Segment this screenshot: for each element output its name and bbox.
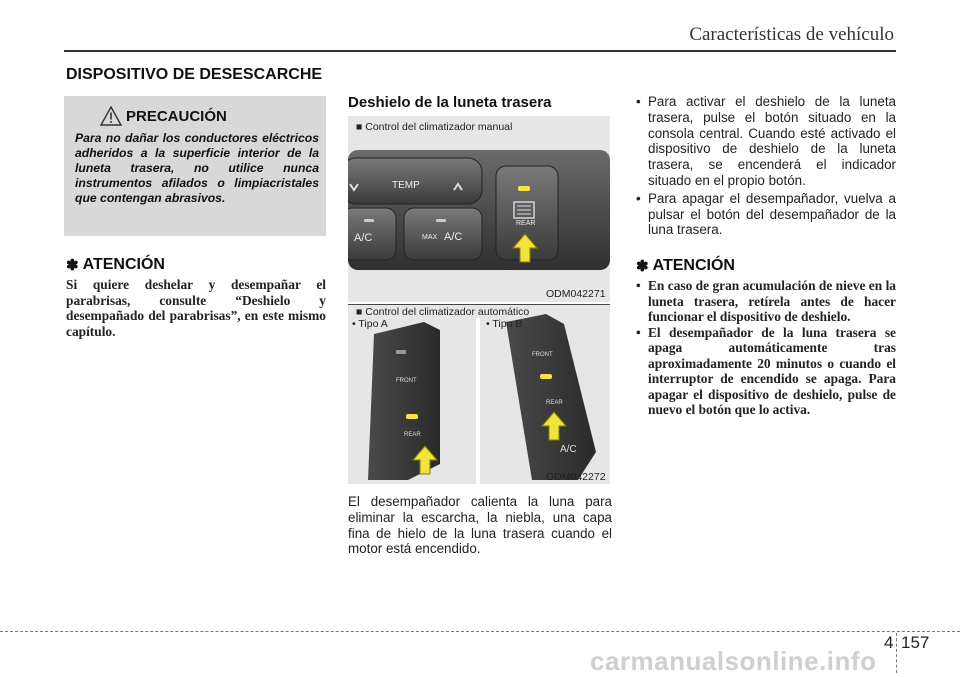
- max-ac-label: A/C: [444, 231, 463, 243]
- warning-triangle-icon: [100, 106, 122, 126]
- caution-box: [64, 96, 326, 236]
- atencion-heading-1: [66, 256, 165, 274]
- atencion-bullets: [636, 278, 896, 418]
- atencion-text-1: Si quiere deshelar y desempañar el parabrisas, consulte “Deshielo y desempañado del parabrisas”, en este mismo capítulo.: [66, 277, 326, 339]
- asterisk-icon: ✽: [636, 258, 649, 275]
- rear-label-a: REAR: [404, 432, 421, 438]
- header-rule: [64, 50, 896, 52]
- asterisk-icon: ✽: [66, 257, 79, 274]
- page-header-title: Características de vehículo: [689, 24, 894, 45]
- watermark: carmanualsonline.info: [590, 646, 877, 676]
- bullet-item: • Para apagar el desempañador, vuelva a pulsar el botón del desempañador de la luna trasera.: [636, 191, 896, 238]
- atencion-title-1: ATENCIÓN: [82, 256, 165, 273]
- fig2-code: ODM042272: [546, 471, 606, 483]
- caution-text: Para no dañar los conductores eléctricos adheridos a la superficie interior de la luneta trasera, no utilice nunca instrumentos afilados o limpiacristales que contengan abrasivos.: [75, 131, 319, 205]
- rear-label-b: REAR: [546, 400, 563, 406]
- bullet-item: • En caso de gran acumulación de nieve en la luneta trasera, retírela antes de hacer funcionar el dispositivo de deshielo.: [636, 278, 896, 325]
- auto-climate-figure: [348, 304, 610, 484]
- rear-defrost-title: Deshielo de la luneta trasera: [348, 94, 552, 111]
- max-label: MAX: [422, 234, 438, 241]
- ac-label: A/C: [354, 232, 373, 244]
- footer-rule: [0, 631, 960, 632]
- temp-label: TEMP: [392, 180, 420, 191]
- fig2-label: ■ Control del climatizador automático: [356, 306, 530, 318]
- auto-climate-buttons-illustration: [348, 304, 610, 484]
- caution-title: PRECAUCIÓN: [126, 107, 227, 125]
- manual-climate-figure: [348, 116, 610, 302]
- fig1-label: ■ Control del climatizador manual: [356, 121, 513, 133]
- activation-bullets: [636, 94, 896, 240]
- fig1-code: ODM042271: [546, 288, 606, 300]
- manual-climate-panel-illustration: [348, 116, 610, 302]
- section-number: 4: [884, 633, 894, 652]
- bullet-item: • Para activar el deshielo de la luneta trasera, pulse el botón situado en la consola central. Cuando esté activado el dispositivo de deshielo de la luneta trasera, se encenderá el indicador situado en el propio botón.: [636, 94, 896, 189]
- page-number: 157: [901, 633, 930, 652]
- rear-label: REAR: [516, 220, 536, 227]
- atencion-title-2: ATENCIÓN: [652, 257, 735, 274]
- defrost-paragraph: El desempañador calienta la luna para eliminar la escarcha, la niebla, una capa fina de hielo de la luna trasera cuando el motor está encendido.: [348, 494, 612, 557]
- section-title: DISPOSITIVO DE DESESCARCHE: [66, 66, 323, 83]
- tipo-b-label: • Tipo B: [486, 318, 523, 330]
- atencion-heading-2: [636, 257, 735, 275]
- front-label-b: FRONT: [532, 352, 553, 358]
- ac-label-b: A/C: [560, 444, 577, 455]
- page-divider: [896, 633, 897, 673]
- bullet-item: • El desempañador de la luna trasera se apaga automáticamente tras aproximadamente 20 minutos o cuando el interruptor de encendido se apaga. Para apagar el dispositivo de deshielo, pulse de nuevo el botón que lo activa.: [636, 325, 896, 418]
- caution-header: [100, 106, 227, 126]
- front-label-a: FRONT: [396, 378, 417, 384]
- tipo-a-label: • Tipo A: [352, 318, 388, 330]
